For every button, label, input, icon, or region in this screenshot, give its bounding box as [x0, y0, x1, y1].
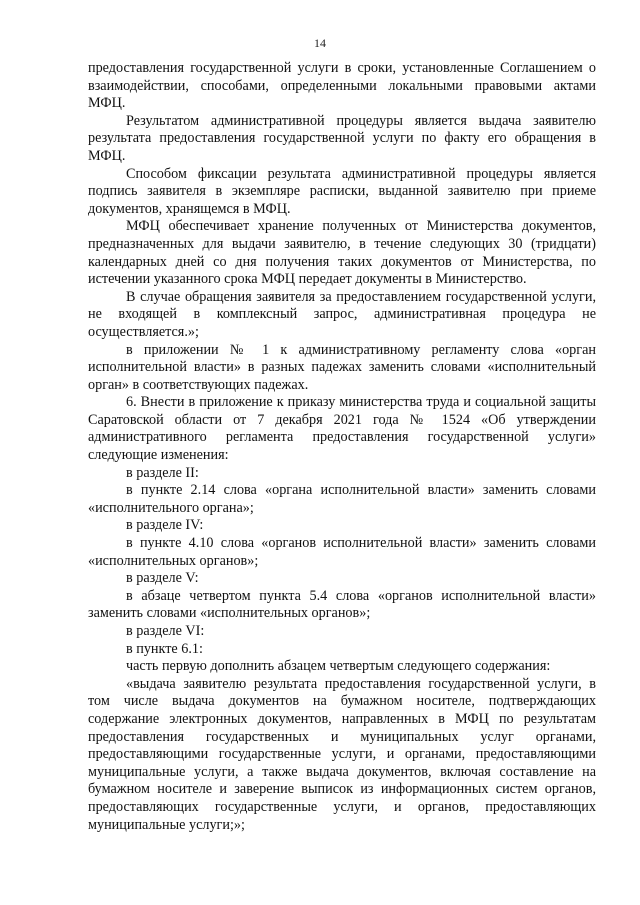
paragraph-9: в пункте 2.14 слова «органа исполнительной власти» заменить словами «исполнительного органа»;	[88, 482, 596, 516]
paragraph-12: в разделе V:	[126, 570, 199, 587]
paragraph-10: в разделе IV:	[126, 517, 204, 534]
paragraph-4: МФЦ обеспечивает хранение полученных от Министерства документов, предназначенных для выдачи заявителю, в течение следующих 30 (тридцати) календарных дней со дня получения таких документов от Министерства, по истечении указанного срока МФЦ передает документы в Министерство.	[88, 218, 596, 288]
paragraph-15: в пункте 6.1:	[126, 640, 203, 657]
paragraph-13: в абзаце четвертом пункта 5.4 слова «органов исполнительной власти» заменить словами «исполнительных органов»;	[88, 587, 596, 622]
paragraph-3: Способом фиксации результата административной процедуры является подпись заявителя в экземпляре расписки, выданной заявителю при приеме документов, хранящемся в МФЦ.	[88, 165, 596, 217]
page-number: 14	[314, 36, 326, 50]
document-body	[88, 60, 596, 834]
paragraph-6: в приложении № 1 к административному регламенту слова «орган исполнительной власти» в разных падежах заменить словами «исполнительный орган» в соответствующих падежах.	[88, 341, 596, 393]
paragraph-14: в разделе VI:	[126, 623, 205, 639]
paragraph-7: 6. Внести в приложение к приказу министерства труда и социальной защиты Саратовской области от 7 декабря 2021 года № 1524 «Об утверждении административного регламента предоставления государственной услуги» следующие изменения:	[88, 394, 596, 464]
paragraph-8: в разделе II:	[126, 464, 199, 481]
paragraph-17: «выдача заявителю результата предоставления государственной услуги, в том числе выдача документов на бумажном носителе, подтверждающих содержание электронных документов, направленных в МФЦ по результатам предоставления государственных и муниципальных услуг органами, предоставляющими государственные услуги, и органами, предоставляющими муниципальные услуги, а также выдача документов, включая составление на бумажном носителе и заверение выписок из информационных систем органов, предоставляющих государственные услуги, и органов, предоставляющих муниципальные услуги;»;	[88, 675, 596, 833]
paragraph-16: часть первую дополнить абзацем четвертым следующего содержания:	[126, 658, 551, 675]
paragraph-11: в пункте 4.10 слова «органов исполнительной власти» заменить словами «исполнительных органов»;	[88, 535, 596, 569]
paragraph-5: В случае обращения заявителя за предоставлением государственной услуги, не входящей в комплексный запрос, административная процедура не осуществляется.»;	[88, 288, 596, 340]
paragraph-2: Результатом административной процедуры является выдача заявителю результата предоставления государственной услуги по факту его обращения в МФЦ.	[88, 112, 596, 164]
paragraph-1: предоставления государственной услуги в сроки, установленные Соглашением о взаимодействии, способами, определенными локальными правовыми актами МФЦ.	[88, 60, 596, 112]
